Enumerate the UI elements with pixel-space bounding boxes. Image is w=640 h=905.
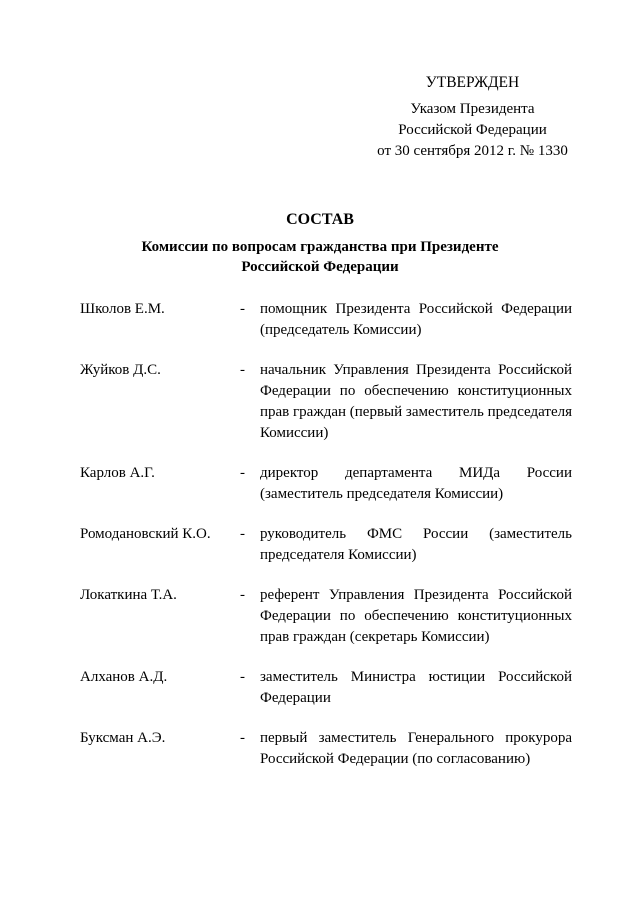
member-role: директор департамента МИДа России (заместитель председателя Комиссии) [260, 465, 572, 502]
member-row [80, 585, 572, 648]
member-role: помощник Президента Российской Федерации (председатель Комиссии) [260, 301, 572, 338]
member-dash: - [240, 465, 245, 481]
document-title: СОСТАВ [286, 211, 354, 228]
member-name: Ромодановский К.О. [80, 526, 211, 542]
member-row [80, 360, 572, 444]
member-name: Алханов А.Д. [80, 669, 168, 685]
member-dash: - [240, 730, 245, 746]
member-role: первый заместитель Генерального прокурора Российской Федерации (по согласованию) [260, 730, 572, 767]
approval-line-date: от 30 сентября 2012 г. № 1330 [377, 143, 568, 159]
member-name: Карлов А.Г. [80, 465, 155, 481]
document-heading [60, 209, 580, 277]
member-role: начальник Управления Президента Российской Федерации по обеспечению конституционных прав граждан (первый заместитель председателя Комиссии) [260, 362, 572, 441]
member-row [80, 299, 572, 341]
document-subtitle-line2: Российской Федерации [241, 259, 399, 275]
approval-line-decree: Указом Президента [410, 101, 535, 117]
member-row [80, 667, 572, 709]
document-subtitle-line1: Комиссии по вопросам гражданства при Президенте [141, 239, 499, 255]
approval-block [360, 72, 585, 162]
member-dash: - [240, 301, 245, 317]
member-name: Жуйков Д.С. [80, 362, 161, 378]
member-name: Локаткина Т.А. [80, 587, 177, 603]
member-role: руководитель ФМС России (заместитель председателя Комиссии) [260, 526, 572, 563]
member-row [80, 728, 572, 770]
member-name: Школов Е.М. [80, 301, 165, 317]
member-dash: - [240, 587, 245, 603]
member-dash: - [240, 669, 245, 685]
member-role: референт Управления Президента Российской Федерации по обеспечению конституционных прав граждан (секретарь Комиссии) [260, 587, 572, 645]
approval-title: УТВЕРЖДЕН [425, 74, 520, 91]
member-row [80, 463, 572, 505]
members-list [80, 299, 572, 789]
member-role: заместитель Министра юстиции Российской Федерации [260, 669, 572, 706]
member-name: Буксман А.Э. [80, 730, 166, 746]
approval-line-country: Российской Федерации [398, 122, 547, 138]
member-dash: - [240, 526, 245, 542]
member-row [80, 524, 572, 566]
member-dash: - [240, 362, 245, 378]
